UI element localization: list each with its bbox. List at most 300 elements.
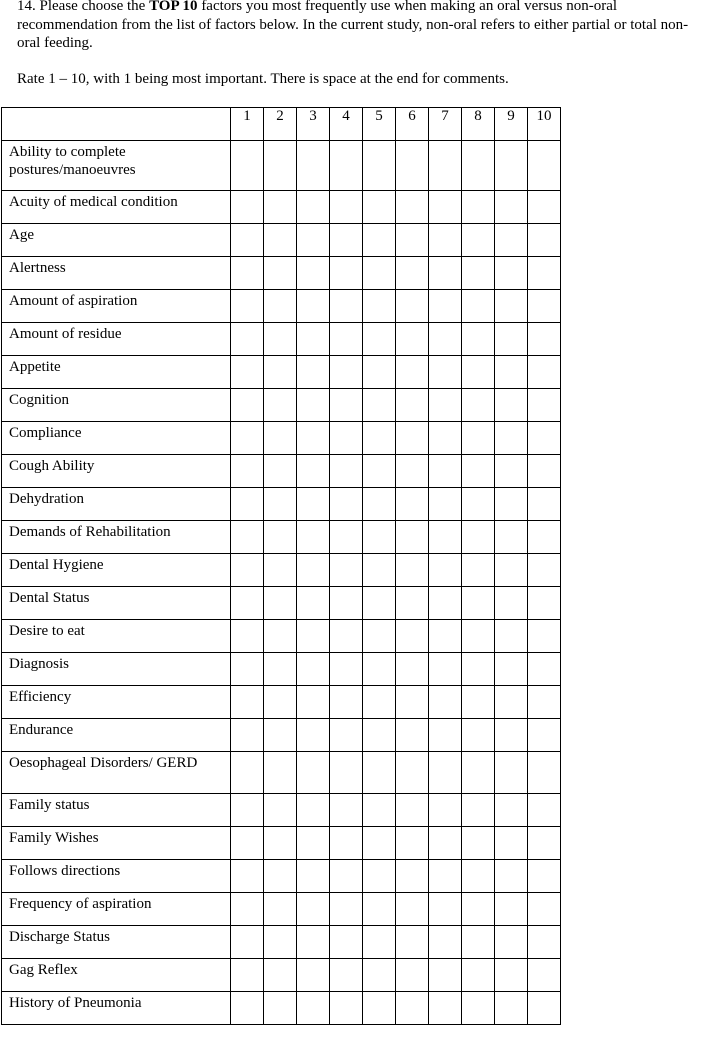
rank-cell[interactable] <box>495 257 528 290</box>
rank-cell[interactable] <box>396 827 429 860</box>
rank-cell[interactable] <box>363 488 396 521</box>
ranking-table <box>1 107 561 1025</box>
rank-cell[interactable] <box>264 587 297 620</box>
header-factor-cell <box>2 108 231 141</box>
rank-cell[interactable] <box>363 893 396 926</box>
rank-cell[interactable] <box>495 141 528 191</box>
rank-cell[interactable] <box>495 686 528 719</box>
rank-cell[interactable] <box>231 422 264 455</box>
rank-cell[interactable] <box>429 860 462 893</box>
rank-cell[interactable] <box>495 893 528 926</box>
rank-cell[interactable] <box>429 290 462 323</box>
rank-cell[interactable] <box>495 422 528 455</box>
rank-cell[interactable] <box>330 422 363 455</box>
rank-cell[interactable] <box>363 554 396 587</box>
rank-cell[interactable] <box>462 141 495 191</box>
rank-cell[interactable] <box>297 752 330 794</box>
rank-cell[interactable] <box>396 926 429 959</box>
rank-cell[interactable] <box>330 686 363 719</box>
rank-cell[interactable] <box>396 752 429 794</box>
table-row <box>2 455 561 488</box>
rank-cell[interactable] <box>363 141 396 191</box>
rank-cell[interactable] <box>264 488 297 521</box>
factor-label: Discharge Status <box>2 926 231 959</box>
rank-cell[interactable] <box>396 191 429 224</box>
rank-cell[interactable] <box>462 587 495 620</box>
rank-cell[interactable] <box>528 422 561 455</box>
rank-cell[interactable] <box>231 488 264 521</box>
table-row <box>2 323 561 356</box>
rank-cell[interactable] <box>396 686 429 719</box>
rank-cell[interactable] <box>231 860 264 893</box>
rank-cell[interactable] <box>363 926 396 959</box>
rank-cell[interactable] <box>330 257 363 290</box>
rank-cell[interactable] <box>264 893 297 926</box>
rank-cell[interactable] <box>297 653 330 686</box>
rank-header: 9 <box>495 108 528 141</box>
rank-cell[interactable] <box>396 389 429 422</box>
rank-cell[interactable] <box>363 860 396 893</box>
factor-label: Efficiency <box>2 686 231 719</box>
rank-cell[interactable] <box>528 141 561 191</box>
rank-cell[interactable] <box>363 290 396 323</box>
rank-cell[interactable] <box>231 521 264 554</box>
table-row <box>2 290 561 323</box>
rank-cell[interactable] <box>231 827 264 860</box>
rank-cell[interactable] <box>264 719 297 752</box>
rank-cell[interactable] <box>297 455 330 488</box>
rank-cell[interactable] <box>396 224 429 257</box>
rank-cell[interactable] <box>264 422 297 455</box>
rank-cell[interactable] <box>264 323 297 356</box>
rank-cell[interactable] <box>462 992 495 1025</box>
rank-cell[interactable] <box>297 389 330 422</box>
table-row <box>2 191 561 224</box>
rank-cell[interactable] <box>231 719 264 752</box>
factor-label: Dental Hygiene <box>2 554 231 587</box>
rank-cell[interactable] <box>429 521 462 554</box>
rank-cell[interactable] <box>297 356 330 389</box>
rank-cell[interactable] <box>297 141 330 191</box>
rank-cell[interactable] <box>429 224 462 257</box>
rank-cell[interactable] <box>363 794 396 827</box>
rank-cell[interactable] <box>264 653 297 686</box>
rank-cell[interactable] <box>429 719 462 752</box>
rank-cell[interactable] <box>297 422 330 455</box>
rank-cell[interactable] <box>396 719 429 752</box>
table-row <box>2 992 561 1025</box>
rank-cell[interactable] <box>264 794 297 827</box>
rank-cell[interactable] <box>363 653 396 686</box>
rank-cell[interactable] <box>297 992 330 1025</box>
rank-cell[interactable] <box>462 455 495 488</box>
factor-label: Alertness <box>2 257 231 290</box>
rank-cell[interactable] <box>462 620 495 653</box>
factor-label: Amount of residue <box>2 323 231 356</box>
rank-cell[interactable] <box>363 959 396 992</box>
rank-cell[interactable] <box>396 653 429 686</box>
rank-cell[interactable] <box>495 860 528 893</box>
rank-cell[interactable] <box>264 827 297 860</box>
table-row <box>2 257 561 290</box>
rank-cell[interactable] <box>462 554 495 587</box>
rank-cell[interactable] <box>231 587 264 620</box>
rank-cell[interactable] <box>396 587 429 620</box>
rank-cell[interactable] <box>363 455 396 488</box>
rank-cell[interactable] <box>396 323 429 356</box>
rank-cell[interactable] <box>264 686 297 719</box>
rank-cell[interactable] <box>462 521 495 554</box>
rank-cell[interactable] <box>396 554 429 587</box>
rank-cell[interactable] <box>330 323 363 356</box>
rank-cell[interactable] <box>231 686 264 719</box>
rank-cell[interactable] <box>396 860 429 893</box>
header-row <box>2 108 561 141</box>
rank-cell[interactable] <box>462 290 495 323</box>
rank-cell[interactable] <box>429 653 462 686</box>
rank-cell[interactable] <box>528 488 561 521</box>
rank-cell[interactable] <box>396 257 429 290</box>
rank-cell[interactable] <box>231 992 264 1025</box>
rank-cell[interactable] <box>495 926 528 959</box>
rank-cell[interactable] <box>363 827 396 860</box>
rank-cell[interactable] <box>297 323 330 356</box>
rank-cell[interactable] <box>396 422 429 455</box>
factor-label: Appetite <box>2 356 231 389</box>
table-row <box>2 554 561 587</box>
rank-cell[interactable] <box>297 620 330 653</box>
rank-cell[interactable] <box>462 959 495 992</box>
rank-cell[interactable] <box>231 323 264 356</box>
rank-cell[interactable] <box>264 191 297 224</box>
rank-cell[interactable] <box>363 389 396 422</box>
rank-cell[interactable] <box>330 653 363 686</box>
rank-cell[interactable] <box>330 992 363 1025</box>
rank-cell[interactable] <box>462 488 495 521</box>
rank-cell[interactable] <box>330 959 363 992</box>
rank-cell[interactable] <box>462 893 495 926</box>
rank-cell[interactable] <box>363 620 396 653</box>
rank-cell[interactable] <box>495 992 528 1025</box>
rank-cell[interactable] <box>264 455 297 488</box>
rank-cell[interactable] <box>231 356 264 389</box>
rank-cell[interactable] <box>528 455 561 488</box>
rank-cell[interactable] <box>231 141 264 191</box>
rank-cell[interactable] <box>330 794 363 827</box>
rank-cell[interactable] <box>363 224 396 257</box>
rank-cell[interactable] <box>429 257 462 290</box>
rank-cell[interactable] <box>528 794 561 827</box>
table-row <box>2 422 561 455</box>
rank-cell[interactable] <box>297 686 330 719</box>
rank-cell[interactable] <box>495 356 528 389</box>
rank-cell[interactable] <box>528 893 561 926</box>
rank-cell[interactable] <box>462 356 495 389</box>
rank-cell[interactable] <box>297 290 330 323</box>
rank-cell[interactable] <box>330 521 363 554</box>
rank-cell[interactable] <box>264 620 297 653</box>
rating-instructions: Rate 1 – 10, with 1 being most important. There is space at the end for comments. <box>17 71 509 87</box>
rank-cell[interactable] <box>495 794 528 827</box>
rank-cell[interactable] <box>429 992 462 1025</box>
rank-cell[interactable] <box>396 488 429 521</box>
rank-cell[interactable] <box>528 752 561 794</box>
factor-label: Gag Reflex <box>2 959 231 992</box>
rank-cell[interactable] <box>297 554 330 587</box>
rank-cell[interactable] <box>495 959 528 992</box>
rank-cell[interactable] <box>297 860 330 893</box>
rank-cell[interactable] <box>297 191 330 224</box>
rank-cell[interactable] <box>396 794 429 827</box>
rank-cell[interactable] <box>495 653 528 686</box>
rank-cell[interactable] <box>528 224 561 257</box>
rank-cell[interactable] <box>363 686 396 719</box>
rank-cell[interactable] <box>429 455 462 488</box>
rank-cell[interactable] <box>231 257 264 290</box>
rank-cell[interactable] <box>297 719 330 752</box>
table-row <box>2 893 561 926</box>
rank-cell[interactable] <box>429 554 462 587</box>
rank-cell[interactable] <box>363 257 396 290</box>
rank-cell[interactable] <box>528 992 561 1025</box>
rank-cell[interactable] <box>330 719 363 752</box>
rank-cell[interactable] <box>528 860 561 893</box>
rank-cell[interactable] <box>462 752 495 794</box>
rank-cell[interactable] <box>264 752 297 794</box>
rank-cell[interactable] <box>462 257 495 290</box>
rank-cell[interactable] <box>462 719 495 752</box>
table-row <box>2 860 561 893</box>
rank-cell[interactable] <box>396 455 429 488</box>
rank-cell[interactable] <box>396 992 429 1025</box>
rank-cell[interactable] <box>264 521 297 554</box>
rank-cell[interactable] <box>330 860 363 893</box>
rank-cell[interactable] <box>330 455 363 488</box>
rank-cell[interactable] <box>330 926 363 959</box>
factor-label: Endurance <box>2 719 231 752</box>
factor-label: Compliance <box>2 422 231 455</box>
rank-cell[interactable] <box>528 587 561 620</box>
rank-cell[interactable] <box>231 455 264 488</box>
table-row <box>2 389 561 422</box>
rank-cell[interactable] <box>462 926 495 959</box>
rank-cell[interactable] <box>495 827 528 860</box>
rank-cell[interactable] <box>495 389 528 422</box>
rank-cell[interactable] <box>396 290 429 323</box>
rank-header: 2 <box>264 108 297 141</box>
rank-cell[interactable] <box>231 959 264 992</box>
rank-cell[interactable] <box>231 653 264 686</box>
rank-cell[interactable] <box>330 554 363 587</box>
rank-cell[interactable] <box>528 389 561 422</box>
rank-cell[interactable] <box>462 323 495 356</box>
rank-cell[interactable] <box>429 827 462 860</box>
rank-cell[interactable] <box>528 554 561 587</box>
rank-cell[interactable] <box>330 893 363 926</box>
rank-cell[interactable] <box>429 422 462 455</box>
rank-cell[interactable] <box>231 926 264 959</box>
rank-cell[interactable] <box>330 356 363 389</box>
question-text <box>17 0 710 53</box>
rank-cell[interactable] <box>264 290 297 323</box>
rank-cell[interactable] <box>495 554 528 587</box>
rank-cell[interactable] <box>462 422 495 455</box>
rank-cell[interactable] <box>363 752 396 794</box>
rank-cell[interactable] <box>429 686 462 719</box>
rank-cell[interactable] <box>495 455 528 488</box>
rank-cell[interactable] <box>429 356 462 389</box>
rank-cell[interactable] <box>495 587 528 620</box>
rank-cell[interactable] <box>396 959 429 992</box>
rank-cell[interactable] <box>528 926 561 959</box>
rank-cell[interactable] <box>528 356 561 389</box>
rank-cell[interactable] <box>231 389 264 422</box>
factor-label: Follows directions <box>2 860 231 893</box>
rank-cell[interactable] <box>330 191 363 224</box>
rank-cell[interactable] <box>495 323 528 356</box>
rank-cell[interactable] <box>363 992 396 1025</box>
rank-cell[interactable] <box>363 719 396 752</box>
rank-cell[interactable] <box>528 827 561 860</box>
rank-cell[interactable] <box>528 521 561 554</box>
rank-cell[interactable] <box>330 620 363 653</box>
rank-cell[interactable] <box>462 191 495 224</box>
rank-cell[interactable] <box>297 893 330 926</box>
rank-cell[interactable] <box>297 827 330 860</box>
rank-cell[interactable] <box>429 752 462 794</box>
rank-cell[interactable] <box>330 587 363 620</box>
rank-cell[interactable] <box>297 488 330 521</box>
rank-cell[interactable] <box>396 620 429 653</box>
factor-label: Amount of aspiration <box>2 290 231 323</box>
rank-cell[interactable] <box>231 224 264 257</box>
rank-cell[interactable] <box>429 488 462 521</box>
rank-cell[interactable] <box>462 653 495 686</box>
rank-cell[interactable] <box>297 257 330 290</box>
rank-header: 7 <box>429 108 462 141</box>
rank-header: 10 <box>528 108 561 141</box>
rank-cell[interactable] <box>495 719 528 752</box>
rank-cell[interactable] <box>231 893 264 926</box>
rank-cell[interactable] <box>528 257 561 290</box>
rank-cell[interactable] <box>264 926 297 959</box>
rank-cell[interactable] <box>264 554 297 587</box>
rank-cell[interactable] <box>528 290 561 323</box>
rank-cell[interactable] <box>495 290 528 323</box>
rank-cell[interactable] <box>429 926 462 959</box>
rank-cell[interactable] <box>231 191 264 224</box>
rank-cell[interactable] <box>297 587 330 620</box>
rank-cell[interactable] <box>429 620 462 653</box>
table-row <box>2 653 561 686</box>
rank-cell[interactable] <box>363 356 396 389</box>
rank-cell[interactable] <box>297 926 330 959</box>
rank-cell[interactable] <box>429 893 462 926</box>
factor-label: Dental Status <box>2 587 231 620</box>
table-row <box>2 587 561 620</box>
rank-cell[interactable] <box>462 827 495 860</box>
rank-cell[interactable] <box>429 959 462 992</box>
factor-label: History of Pneumonia <box>2 992 231 1025</box>
rank-cell[interactable] <box>231 554 264 587</box>
rank-cell[interactable] <box>330 224 363 257</box>
rank-cell[interactable] <box>297 794 330 827</box>
rank-cell[interactable] <box>528 620 561 653</box>
rank-cell[interactable] <box>462 794 495 827</box>
rank-cell[interactable] <box>231 620 264 653</box>
rank-cell[interactable] <box>330 752 363 794</box>
rank-cell[interactable] <box>231 752 264 794</box>
rank-cell[interactable] <box>264 356 297 389</box>
rank-cell[interactable] <box>231 290 264 323</box>
rank-cell[interactable] <box>264 959 297 992</box>
rank-cell[interactable] <box>297 521 330 554</box>
rank-cell[interactable] <box>429 587 462 620</box>
rank-cell[interactable] <box>264 992 297 1025</box>
rank-cell[interactable] <box>528 686 561 719</box>
rank-cell[interactable] <box>528 323 561 356</box>
rank-cell[interactable] <box>429 141 462 191</box>
rank-cell[interactable] <box>264 141 297 191</box>
rank-cell[interactable] <box>396 521 429 554</box>
rank-cell[interactable] <box>495 521 528 554</box>
rank-cell[interactable] <box>330 488 363 521</box>
rank-cell[interactable] <box>363 422 396 455</box>
table-row <box>2 827 561 860</box>
rank-cell[interactable] <box>429 323 462 356</box>
rank-cell[interactable] <box>528 653 561 686</box>
rank-cell[interactable] <box>462 224 495 257</box>
rank-cell[interactable] <box>495 752 528 794</box>
rank-cell[interactable] <box>330 141 363 191</box>
rank-cell[interactable] <box>429 191 462 224</box>
rank-cell[interactable] <box>231 794 264 827</box>
rank-cell[interactable] <box>495 191 528 224</box>
rank-cell[interactable] <box>528 191 561 224</box>
rank-cell[interactable] <box>462 860 495 893</box>
rank-cell[interactable] <box>363 323 396 356</box>
rank-cell[interactable] <box>528 959 561 992</box>
rank-cell[interactable] <box>495 488 528 521</box>
rank-cell[interactable] <box>264 257 297 290</box>
rank-header: 3 <box>297 108 330 141</box>
rank-cell[interactable] <box>429 794 462 827</box>
rank-cell[interactable] <box>495 620 528 653</box>
rank-cell[interactable] <box>495 224 528 257</box>
rank-cell[interactable] <box>330 389 363 422</box>
rank-cell[interactable] <box>396 141 429 191</box>
rank-header: 1 <box>231 108 264 141</box>
rank-cell[interactable] <box>462 686 495 719</box>
rank-cell[interactable] <box>297 224 330 257</box>
table-row <box>2 686 561 719</box>
rank-cell[interactable] <box>528 719 561 752</box>
rank-cell[interactable] <box>396 356 429 389</box>
rank-cell[interactable] <box>264 224 297 257</box>
rank-cell[interactable] <box>264 860 297 893</box>
factor-label: Oesophageal Disorders/ GERD <box>2 752 231 794</box>
rank-cell[interactable] <box>264 389 297 422</box>
rank-cell[interactable] <box>363 587 396 620</box>
rank-cell[interactable] <box>462 389 495 422</box>
rank-cell[interactable] <box>297 959 330 992</box>
rank-cell[interactable] <box>429 389 462 422</box>
rank-cell[interactable] <box>363 521 396 554</box>
rank-cell[interactable] <box>363 191 396 224</box>
rank-cell[interactable] <box>330 290 363 323</box>
rank-cell[interactable] <box>396 893 429 926</box>
rank-cell[interactable] <box>330 827 363 860</box>
